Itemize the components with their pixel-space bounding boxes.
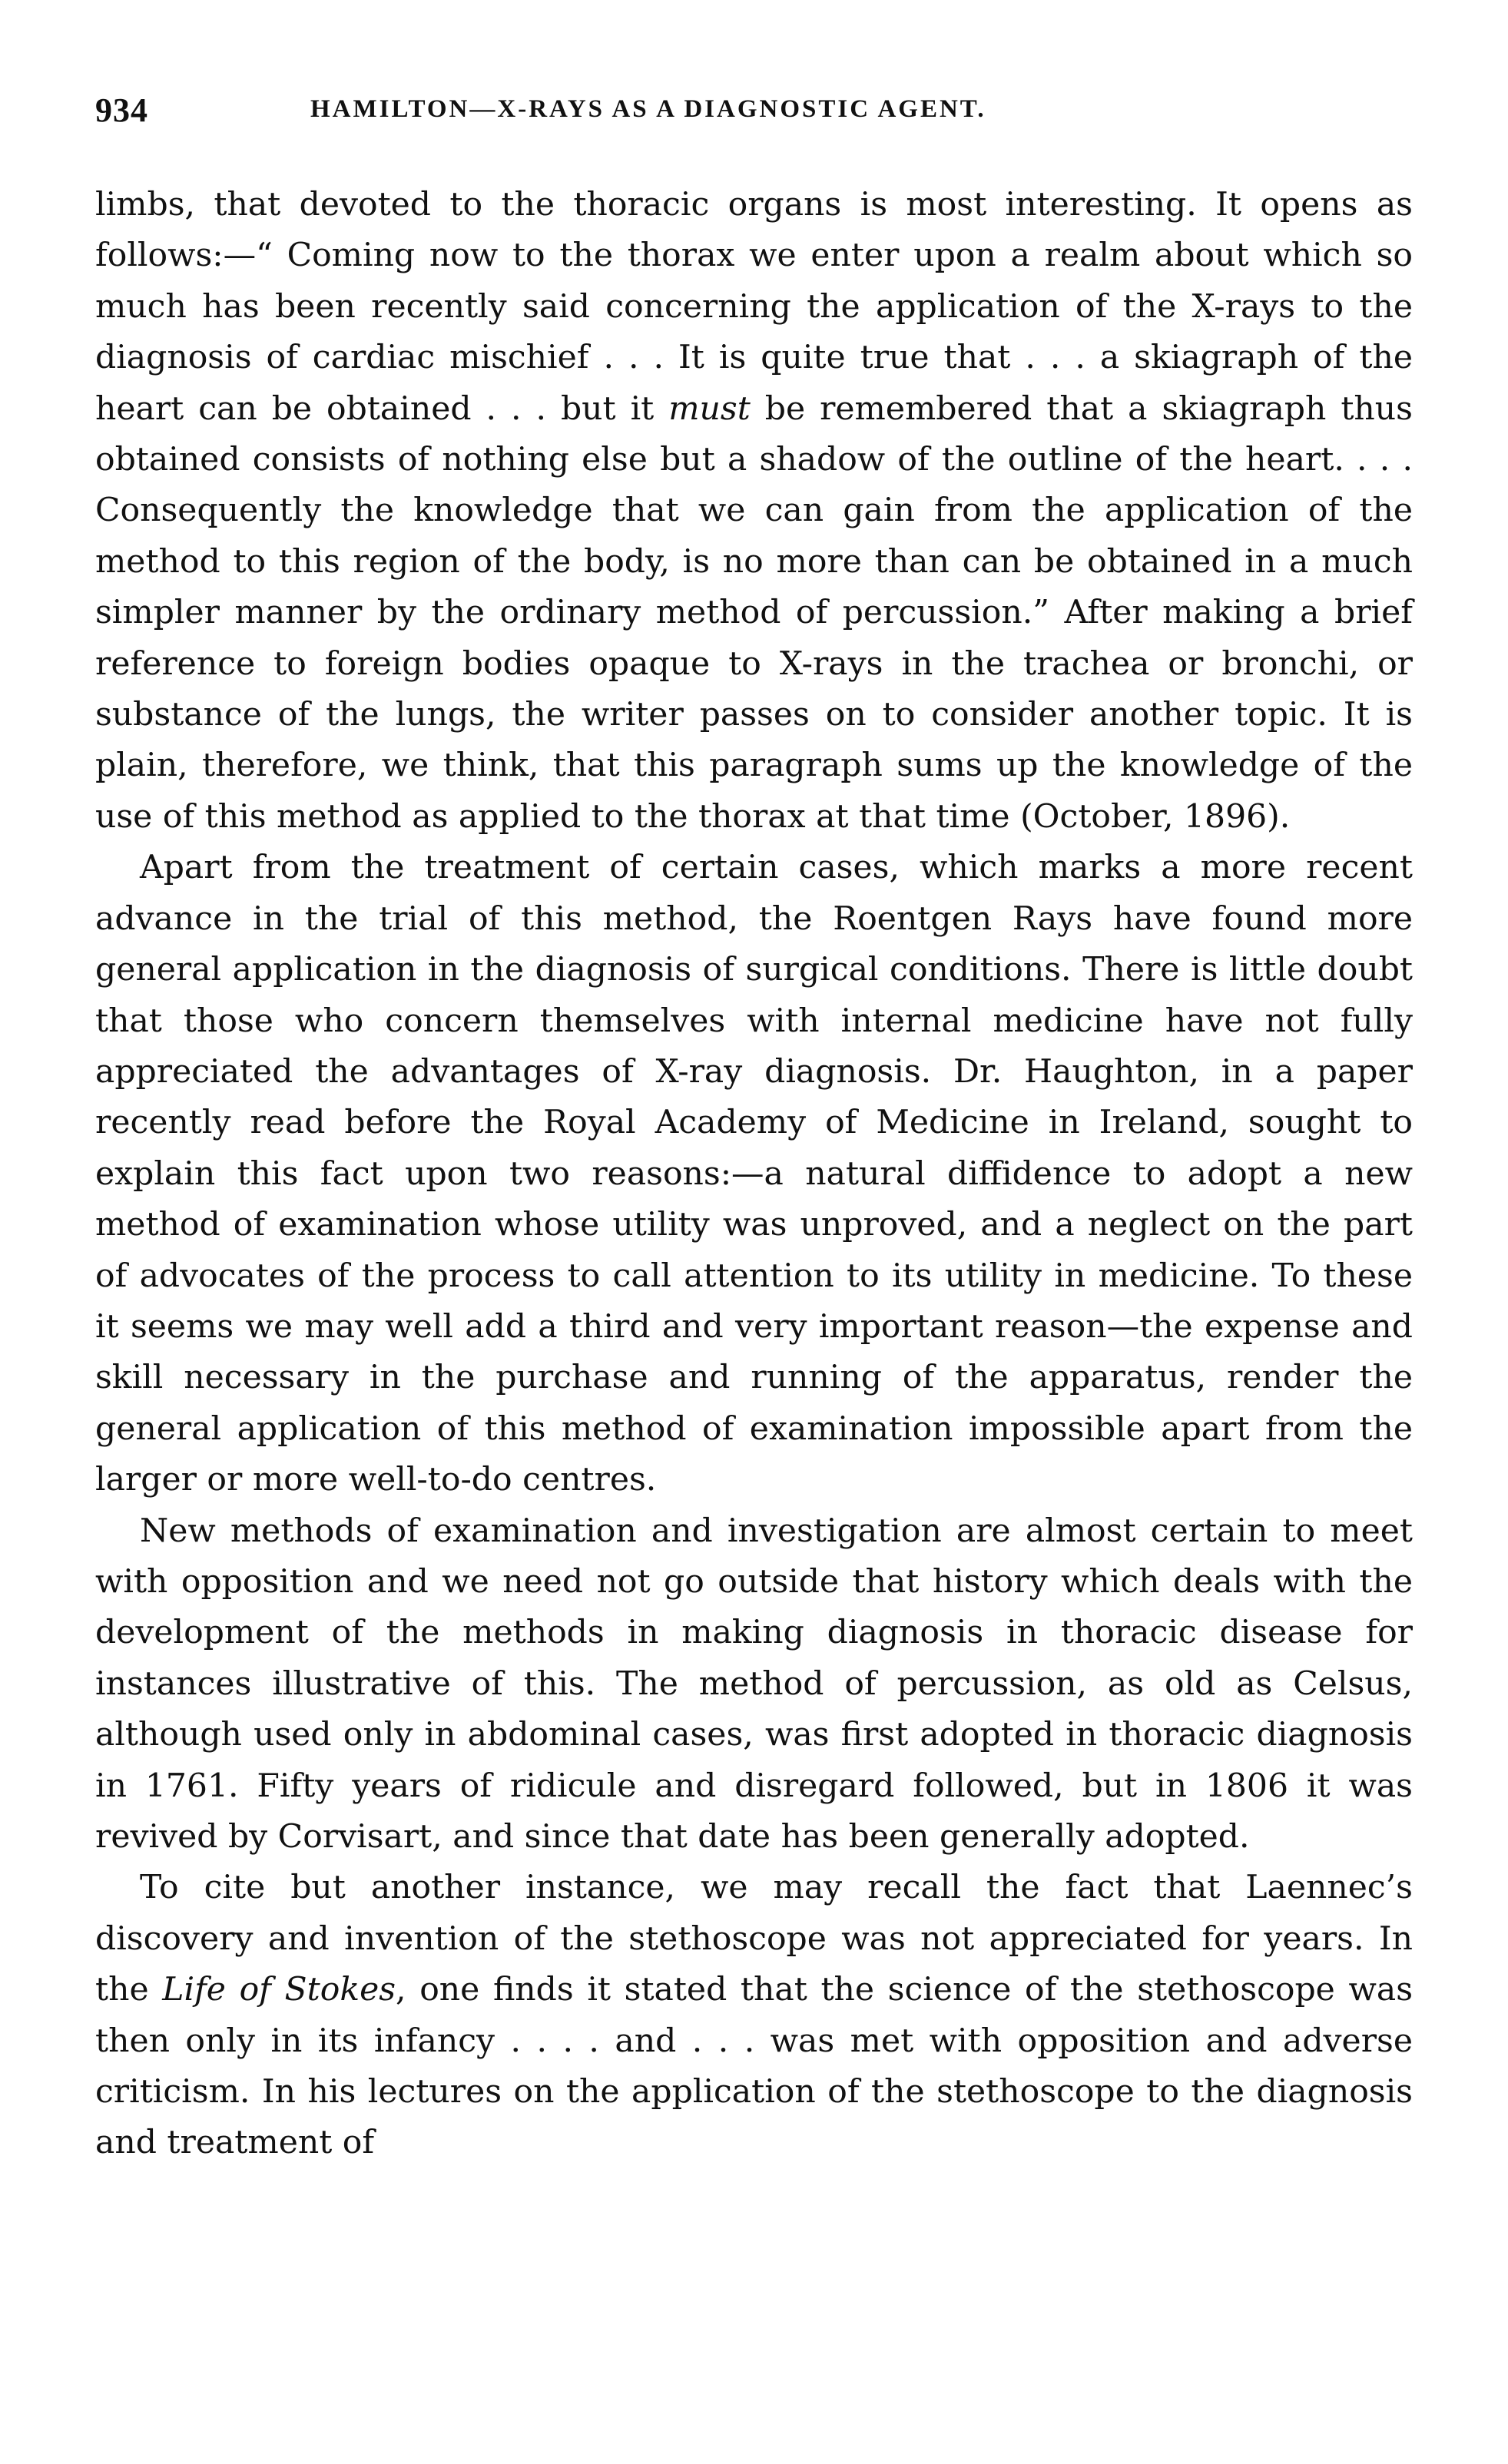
paragraph-3: New methods of examination and investigation are almost certain to meet with opposition and we need not go outside that history which deals with the development of the methods in making diagnosis in thoracic disease for instances illustrative of this. The method of percussion, as old as Celsus, although used only in abdominal cases, was first adopted in thoracic diagnosis in 1761. Fifty years of ridicule and disregard followed, but in 1806 it was revived by Corvisart, and since that date has been generally adopted. [95,1512,1413,1856]
paragraph-1 [95,180,1413,843]
running-head: HAMILTON—X-RAYS AS A DIAGNOSTIC AGENT. [310,95,986,123]
paragraph-4-part-b: , one finds it stated that the science of the stethoscope was then only in its infancy . . . . and . . . was met with opposition and adverse criticism. In his lectures on the application of the stethoscope to the diagnosis and treatment of [95,1971,1413,2162]
paragraph-4-emphasis: Life of Stokes [162,1971,396,2009]
paragraph-2: Apart from the treatment of certain cases, which marks a more recent advance in the trial of this method, the Roentgen Rays have found more general application in the diagnosis of surgical conditions. There is little doubt that those who concern themselves with internal medicine have not fully appreciated the advantages of X-ray diagnosis. Dr. Haughton, in a paper recently read before the Royal Academy of Medicine in Ireland, sought to explain this fact upon two reasons:—a natural diffidence to adopt a new method of examination whose utility was unproved, and a neglect on the part of advocates of the process to call attention to its utility in medicine. To these it seems we may well add a third and very important reason—the expense and skill necessary in the purchase and running of the apparatus, render the general application of this method of examination impossible apart from the larger or more well-to-do centres. [95,849,1413,1499]
paragraph-1-part-b: be remembered that a skiagraph thus obtained consists of nothing else but a shadow of the outline of the heart. . . . Consequently the knowledge that we can gain from the application of the method to this region of the body, is no more than can be obtained in a much simpler manner by the ordinary method of percussion.” After making a brief reference to foreign bodies opaque to X-rays in the trachea or bronchi, or substance of the lungs, the writer passes on to consider another topic. It is plain, therefore, we think, that this paragraph sums up the knowledge of the use of this method as applied to the thorax at that time (October, 1896). [95,389,1413,836]
document-page [95,91,1413,2169]
paragraph-1-part-a: limbs, that devoted to the thoracic organs is most interesting. It opens as follows:—“ Coming now to the thorax we enter upon a realm about which so much has been recently said concerning the application of the X-rays to the diagnosis of cardiac mischief . . . It is quite true that . . . a skiagraph of the heart can be obtained . . . but it [95,186,1413,428]
page-number: 934 [95,91,148,129]
paragraph-1-emphasis: must [668,389,751,428]
paragraph-4-part-a: To cite but another instance, we may recall the fact that Laennec’s discovery and invention of the stethoscope was not appreciated for years. In the [95,1869,1413,2009]
body-text [95,180,1413,2169]
paragraph-4 [95,1863,1413,2168]
page-header [95,91,1413,137]
